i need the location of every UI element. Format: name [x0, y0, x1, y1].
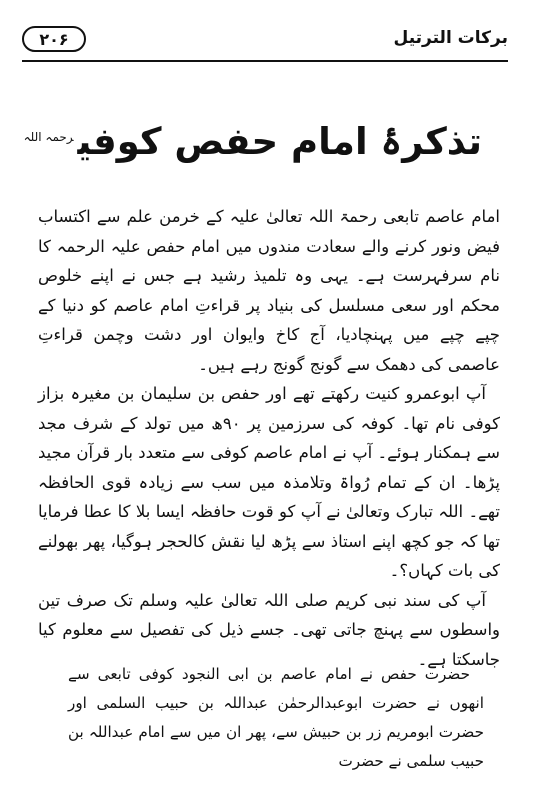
chapter-heading	[23, 120, 482, 180]
chain-text: حضرت حفص نے امام عاصم بن ابی النجود کوفی تابعی سے انھوں نے حضرت ابوعبدالرحمٰن عبداللہ بن حبیب السلمی اور حضرت ابومریم زر بن حبیش سے، پھر ان میں سے امام عبداللہ بن حبیب سلمی نے حضرت	[68, 665, 484, 770]
main-text	[38, 202, 500, 674]
paragraph-1: امام عاصم تابعی رحمۃ اللہ تعالیٰ علیہ کے خرمن علم سے اکتساب فیض ونور کرنے والے سعادت مندوں میں امام حفص علیہ الرحمہ کا نام سرفہرست ہے۔ یہی وہ تلمیذ رشید ہے جس نے اپنے خلوص محکم اور سعی مسلسل کی بنیاد پر قراءتِ امام عاصم کو دنیا کے چپے چپے میں پہنچادیا، آج کاخ وایوان اور دشت وچمن قراءتِ عاصمی کی دھمک سے گونج گونج رہے ہیں۔	[38, 207, 500, 374]
book-title: برکات الترتیل	[393, 28, 508, 48]
chain-of-narration	[68, 660, 484, 776]
header-divider	[22, 60, 508, 62]
page-number-badge	[22, 26, 86, 52]
chapter-title: تذکرۂ امام حفص کوفی	[77, 120, 482, 163]
page-number: ۲۰۶	[39, 29, 69, 49]
honorific-mark: رحمہ اللہ	[23, 129, 74, 144]
paragraph-2: آپ ابوعمرو کنیت رکھتے تھے اور حفص بن سلیمان بن مغیرہ بزاز کوفی نام تھا۔ کوفہ کی سرزمین پر ۹۰ھ میں تولد کے شرف مجد سے ہمکنار ہوئے۔ آپ نے امام عاصم کوفی سے متعدد بار قرآن مجید پڑھا۔ ان کے تمام رُواۃ وتلامذہ میں سب سے زیادہ قوی الحافظہ تھے۔ اللہ تبارک وتعالیٰ نے آپ کو قوت حافظہ ایسا بلا کا عطا فرمایا تھا کہ جو کچھ اپنے استاذ سے پڑھ لیا نقش کالحجر ہوگیا، پھر بھولنے کی بات کہاں؟۔	[38, 384, 500, 580]
paragraph-3: آپ کی سند نبی کریم صلی اللہ تعالیٰ علیہ وسلم تک صرف تین واسطوں سے پہنچ جاتی تھی۔ جسے ذیل کی تفصیل سے معلوم کیا جاسکتا ہے۔	[38, 590, 500, 669]
page-header	[22, 26, 508, 56]
